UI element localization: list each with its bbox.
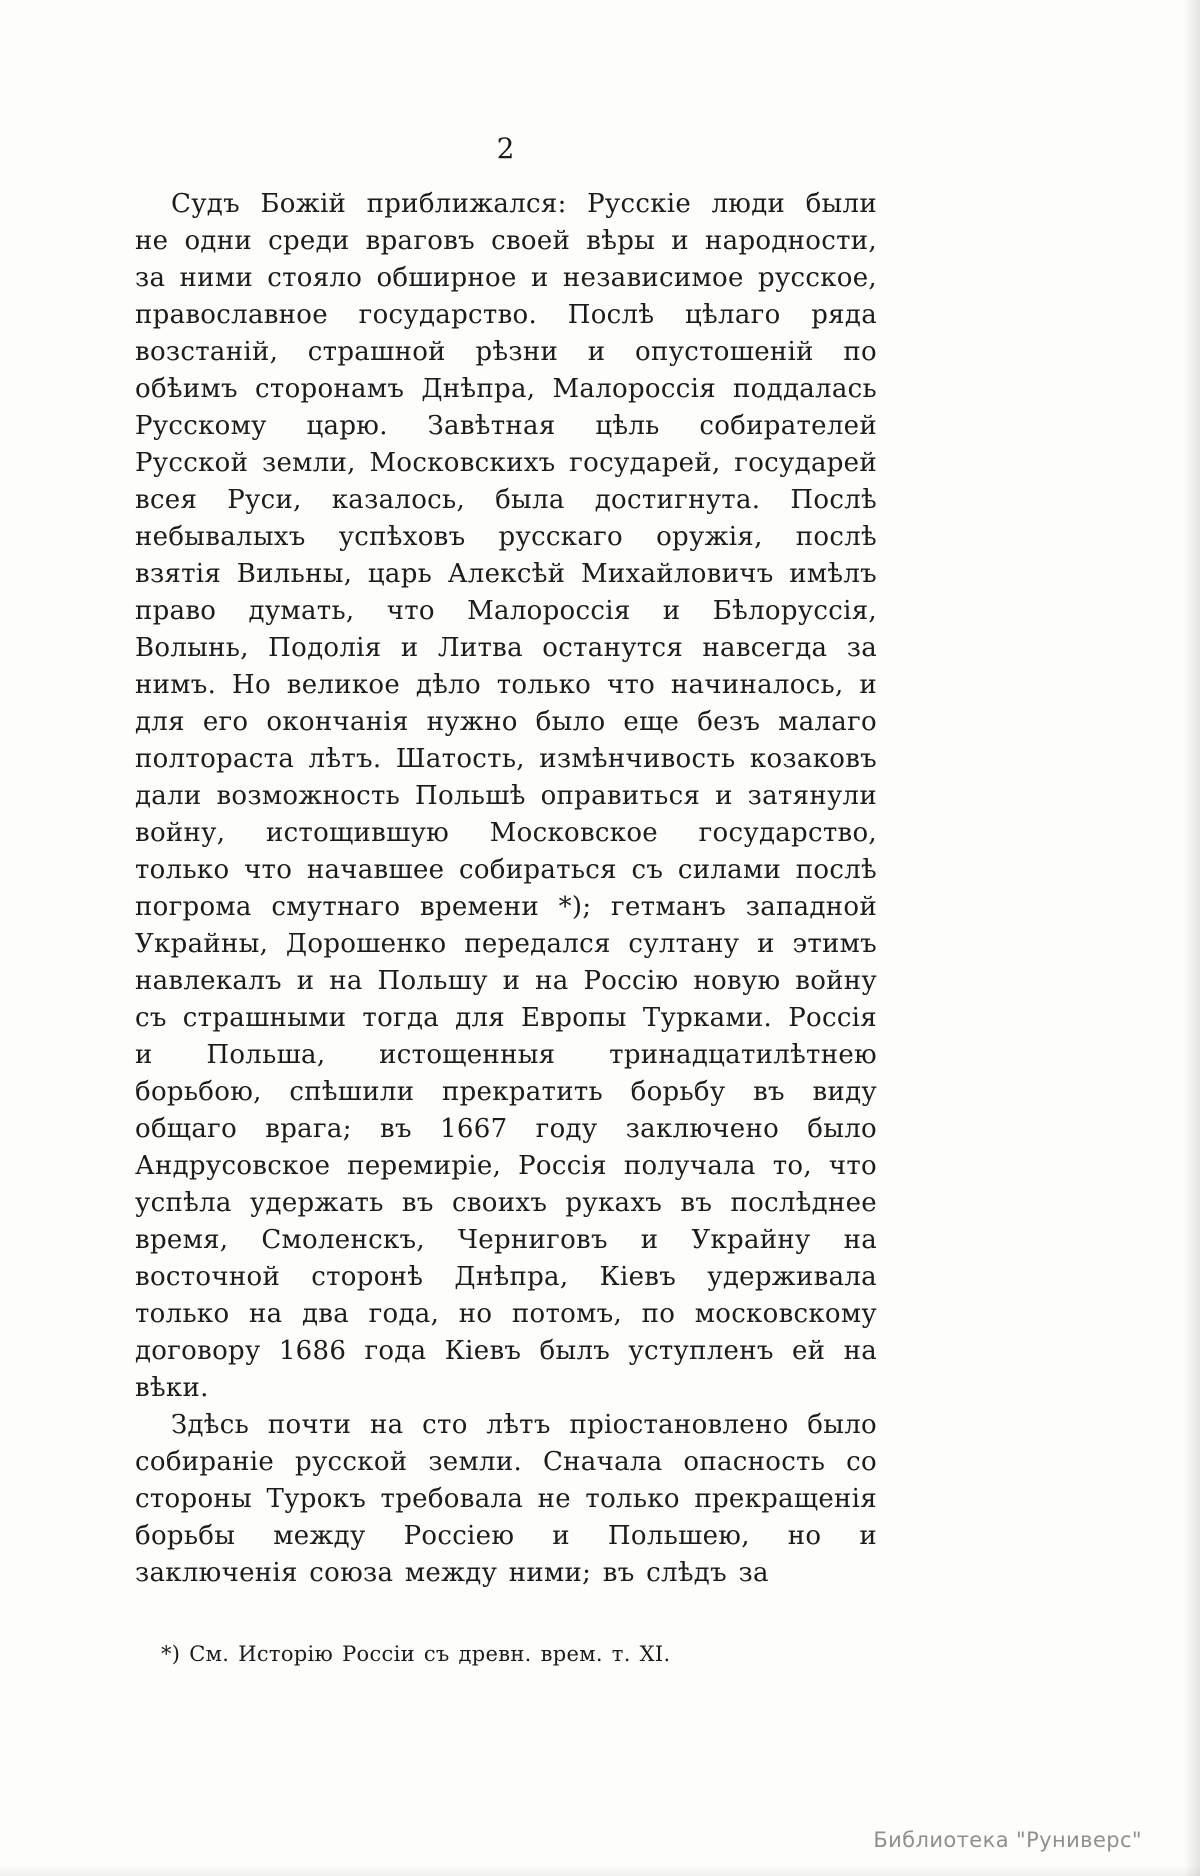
footnote: *) См. Исторію Россіи съ древн. врем. т. XI. bbox=[161, 1642, 671, 1666]
text-block bbox=[135, 186, 877, 1668]
page-number: 2 bbox=[496, 132, 516, 165]
scan-edge-bottom bbox=[0, 1866, 1200, 1876]
paragraph: Здѣсь почти на сто лѣтъ пріостановлено было собираніе русской земли. Сначала опасность со стороны Турокъ требовала не только прекращенія борьбы между Россіею и Польшею, но и заключенія союза между ними; въ слѣдъ за bbox=[135, 1410, 877, 1588]
library-watermark: Библиотека "Руниверс" bbox=[873, 1828, 1142, 1852]
scan-edge-right bbox=[1184, 0, 1200, 1876]
paragraph: Судъ Божій приближался: Русскіе люди были не одни среди враговъ своей вѣры и народности, за ними стояло обширное и независимое русское, православное государство. Послѣ цѣлаго ряда возстаній, страшной рѣзни и опустошеній по обѣимъ сторонамъ Днѣпра, Малороссія поддалась Русскому царю. Завѣтная цѣль собирателей Русской земли, Московскихъ государей, государей всея Руси, казалось, была достигнута. Послѣ небывалыхъ успѣховъ русскаго оружія, послѣ взятія Вильны, царь Алексѣй Михайловичъ имѣлъ право думать, что Малороссія и Бѣлоруссія, Волынь, Подолія и Литва останутся навсегда за нимъ. Но великое дѣло только что начиналось, и для его окончанія нужно было еще безъ малаго полтораста лѣтъ. Шатость, измѣнчивость козаковъ дали возможность Польшѣ оправиться и затянули войну, истощившую Московское государство, только что начавшее собираться съ силами послѣ погрома смутнаго времени *); гетманъ западной Украйны, Дорошенко передался султану и этимъ навлекалъ и на Польшу и на Россію новую войну съ страшными тогда для Европы Турками. Россія и Польша, истощенныя тринадцатилѣтнею борьбою, спѣшили прекратить борьбу въ виду общаго врага; въ 1667 году заключено было Андрусовское перемиріе, Россія получала то, что успѣла удержать въ своихъ рукахъ въ послѣднее время, Смоленскъ, Черниговъ и Украйну на восточной сторонѣ Днѣпра, Кіевъ удерживала только на два года, но потомъ, по московскому договору 1686 года Кіевъ былъ уступленъ ей на вѣки. bbox=[135, 189, 877, 1403]
